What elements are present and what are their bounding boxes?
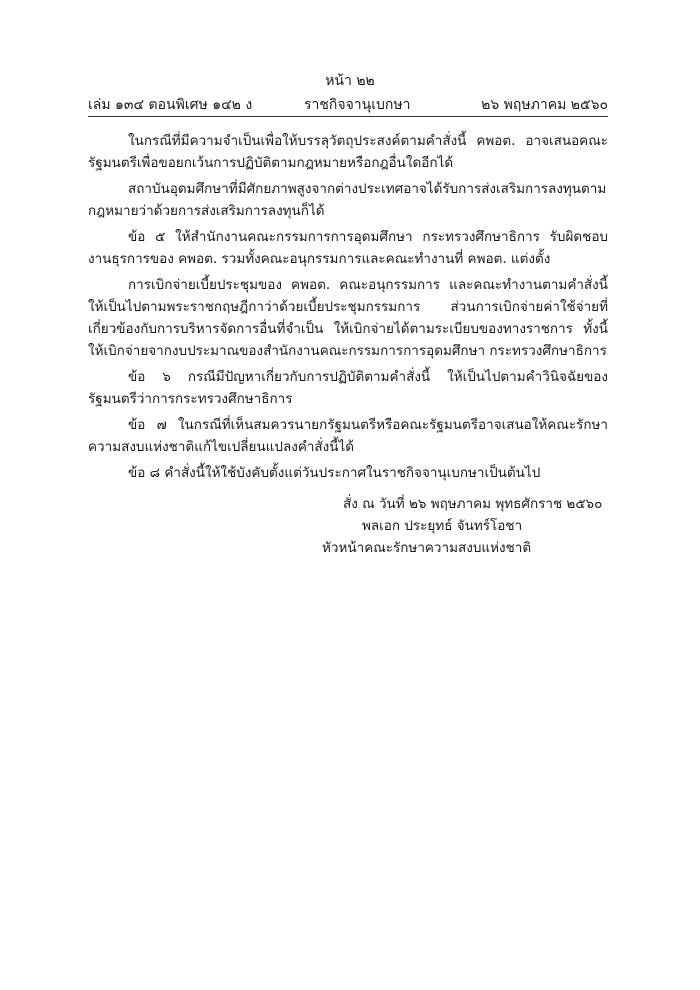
publication-date: ๒๖ พฤษภาคม ๒๕๖๐ — [481, 97, 608, 113]
paragraph-investment: สถาบันอุดมศึกษาที่มีศักยภาพสูงจากต่างประเทศอาจได้รับการส่งเสริมการลงทุนตามกฎหมายว่าด้วยการส่งเสริมการลงทุนก็ได้ — [88, 181, 607, 219]
clause-7: ข้อ ๗ ในกรณีที่เห็นสมควรนายกรัฐมนตรีหรือคณะรัฐมนตรีอาจเสนอให้คณะรักษาความสงบแห่งชาติแก้ไขเปลี่ยนแปลงคำสั่งนี้ได้ — [88, 417, 608, 455]
volume-issue: เล่ม ๑๓๔ ตอนพิเศษ ๑๔๒ ง — [88, 97, 253, 113]
issue-date-line: สั่ง ณ วันที่ ๒๖ พฤษภาคม พุทธศักราช ๒๕๖๐ — [343, 496, 603, 512]
signatory-name: พลเอก ประยุทธ์ จันทร์โอชา — [362, 518, 523, 534]
clause-8: ข้อ ๘ คำสั่งนี้ให้ใช้บังคับตั้งแต่วันประกาศในราชกิจจานุเบกษาเป็นต้นไป — [128, 465, 541, 481]
page-number: หน้า ๒๒ — [325, 73, 375, 89]
clause-6: ข้อ ๖ กรณีมีปัญหาเกี่ยวกับการปฏิบัติตามคำสั่งนี้ ให้เป็นไปตามคำวินิจฉัยของรัฐมนตรีว่าการกระทรวงศึกษาธิการ — [88, 369, 608, 407]
paragraph-meeting-allowance: การเบิกจ่ายเบี้ยประชุมของ คพอต. คณะอนุกรรมการ และคณะทำงานตามคำสั่งนี้ให้เป็นไปตามพระราชกฤษฎีกาว่าด้วยเบี้ยประชุมกรรมการ ส่วนการเบิกจ่ายค่าใช้จ่ายที่เกี่ยวข้องกับการบริหารจัดการอื่นที่จำเป็น ให้เบิกจ่ายได้ตามระเบียบของทางราชการ ทั้งนี้ ให้เบิกจ่ายจากงบประมาณของสำนักงานคณะกรรมการการอุดมศึกษา กระทรวงศึกษาธิการ — [88, 277, 608, 359]
paragraph-exemption: ในกรณีที่มีความจำเป็นเพื่อให้บรรลุวัตถุประสงค์ตามคำสั่งนี้ คพอต. อาจเสนอคณะรัฐมนตรีเพื่อขอยกเว้นการปฏิบัติตามกฎหมายหรือกฎอื่นใดอีกได้ — [88, 133, 608, 171]
gazette-name: ราชกิจจานุเบกษา — [304, 97, 411, 113]
clause-5: ข้อ ๕ ให้สำนักงานคณะกรรมการการอุดมศึกษา กระทรวงศึกษาธิการ รับผิดชอบงานธุรการของ คพอต. รวมทั้งคณะอนุกรรมการและคณะทำงานที่ คพอต. แต่งตั้ง — [88, 229, 608, 267]
signatory-title: หัวหน้าคณะรักษาความสงบแห่งชาติ — [322, 540, 532, 556]
header-divider — [88, 116, 608, 117]
order-body — [88, 130, 608, 488]
running-header — [88, 94, 608, 114]
